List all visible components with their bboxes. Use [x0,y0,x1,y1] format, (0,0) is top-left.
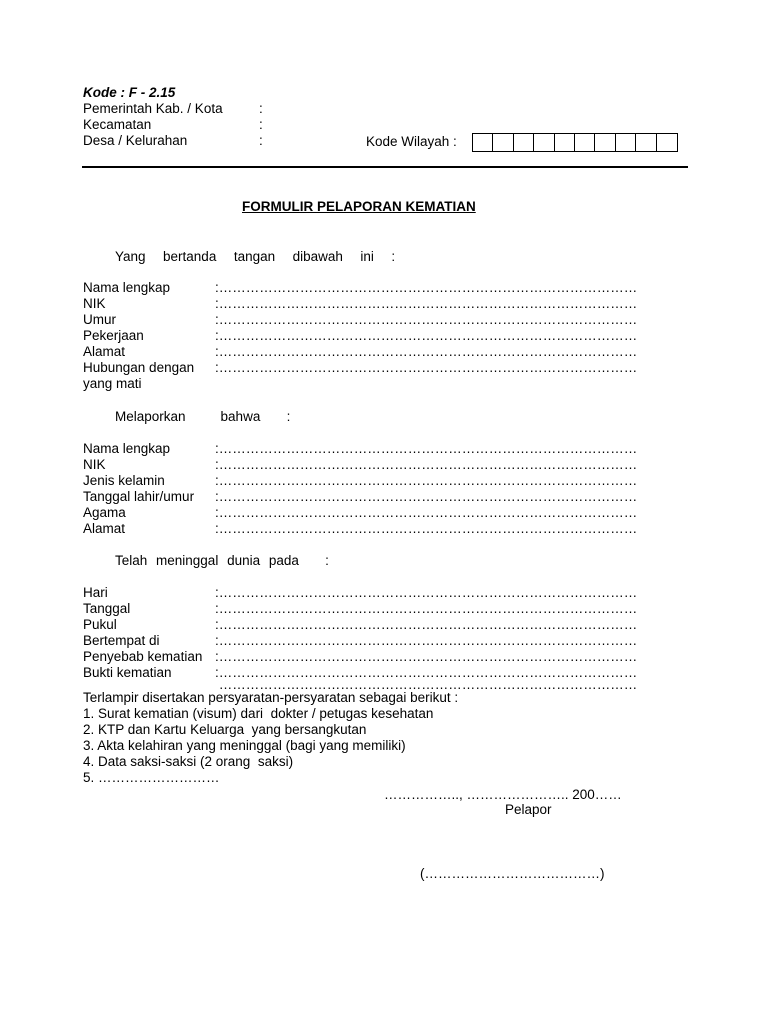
signature-role: Pelapor [505,802,552,817]
field-dots[interactable]: :………………………………………………………………………………… [215,457,638,472]
field-dots[interactable]: :………………………………………………………………………………… [215,312,638,327]
form-title: FORMULIR PELAPORAN KEMATIAN [242,199,476,214]
field-label: Pukul [83,617,117,632]
field-dots[interactable]: :………………………………………………………………………………… [215,328,638,343]
attachment-item: 2. KTP dan Kartu Keluarga yang bersangkutan [83,722,367,737]
field-dots[interactable]: :………………………………………………………………………………… [215,601,638,616]
field-dots[interactable]: :………………………………………………………………………………… [215,441,638,456]
field-label: Alamat [83,344,126,359]
kode-wilayah-box[interactable] [555,134,575,151]
field-label: Agama [83,505,126,520]
form-code: Kode : F - 2.15 [83,85,176,100]
attachment-item: 4. Data saksi-saksi (2 orang saksi) [83,754,294,769]
kode-wilayah-box[interactable] [636,134,656,151]
signature-date-line[interactable]: …………….., ………………….. 200…… [384,787,622,802]
field-label: Bertempat di [83,633,160,648]
field-dots[interactable]: :………………………………………………………………………………… [215,344,638,359]
header-label-kabupaten: Pemerintah Kab. / Kota [83,101,223,116]
field-dots[interactable]: :………………………………………………………………………………… [215,360,638,375]
field-dots[interactable]: ………………………………………………………………………………… [215,677,638,692]
header-label-desa: Desa / Kelurahan [83,133,188,148]
field-label: yang mati [83,376,142,391]
deceased-intro: Melaporkan bahwa : [115,409,291,424]
field-label: NIK [83,457,106,472]
kode-wilayah-box[interactable] [493,134,513,151]
field-dots[interactable]: :………………………………………………………………………………… [215,280,638,295]
field-dots[interactable]: :………………………………………………………………………………… [215,633,638,648]
header-colon: : [259,133,263,148]
header-divider [82,166,688,168]
kode-wilayah-box[interactable] [657,134,677,151]
field-label: Nama lengkap [83,441,171,456]
field-dots[interactable]: :………………………………………………………………………………… [215,617,638,632]
field-label: Pekerjaan [83,328,144,343]
kode-wilayah-boxes[interactable] [472,133,678,152]
field-dots[interactable]: :………………………………………………………………………………… [215,665,638,680]
field-label: NIK [83,296,106,311]
field-label: Hari [83,585,108,600]
kode-wilayah-box[interactable] [616,134,636,151]
field-label: Tanggal [83,601,131,616]
field-label: Penyebab kematian [83,649,203,664]
header-colon: : [259,117,263,132]
attachment-item: 3. Akta kelahiran yang meninggal (bagi yang memiliki) [83,738,406,753]
death-intro: Telah meninggal dunia pada : [115,553,329,568]
attachment-item: 5. ……………………… [83,770,220,785]
field-dots[interactable]: :………………………………………………………………………………… [215,521,638,536]
field-dots[interactable]: :………………………………………………………………………………… [215,649,638,664]
field-label: Bukti kematian [83,665,172,680]
reporter-intro: Yang bertanda tangan dibawah ini : [115,249,396,264]
field-label: Hubungan dengan [83,360,195,375]
field-dots[interactable]: :………………………………………………………………………………… [215,473,638,488]
field-label: Alamat [83,521,126,536]
attachment-item: 1. Surat kematian (visum) dari dokter / petugas kesehatan [83,706,434,721]
field-dots[interactable]: :………………………………………………………………………………… [215,585,638,600]
header-label-kecamatan: Kecamatan [83,117,152,132]
field-dots[interactable]: :………………………………………………………………………………… [215,296,638,311]
field-label: Jenis kelamin [83,473,165,488]
kode-wilayah-box[interactable] [595,134,615,151]
field-label: Tanggal lahir/umur [83,489,195,504]
kode-wilayah-box[interactable] [534,134,554,151]
kode-wilayah-box[interactable] [575,134,595,151]
attachments-intro: Terlampir disertakan persyaratan-persyaratan sebagai berikut : [83,690,459,705]
field-label: Nama lengkap [83,280,171,295]
field-label: Umur [83,312,116,327]
header-colon: : [259,101,263,116]
field-dots[interactable]: :………………………………………………………………………………… [215,489,638,504]
kode-wilayah-label: Kode Wilayah : [366,134,457,149]
kode-wilayah-box[interactable] [514,134,534,151]
signature-name-line[interactable]: (…………………………………) [420,866,605,881]
field-dots[interactable]: :………………………………………………………………………………… [215,505,638,520]
kode-wilayah-box[interactable] [473,134,493,151]
